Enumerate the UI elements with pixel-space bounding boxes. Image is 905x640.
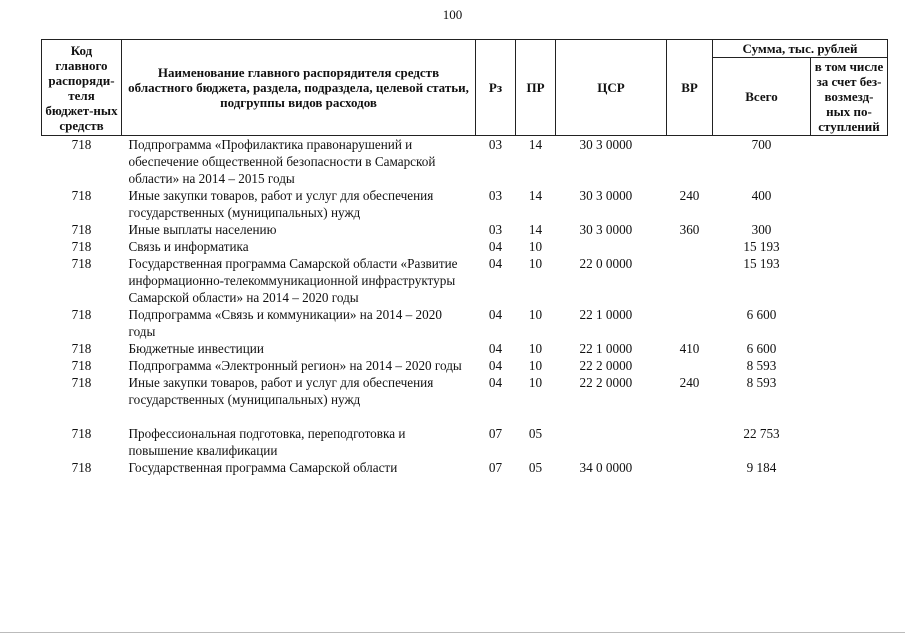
cell-vr: 410 <box>679 341 700 356</box>
cell-code: 718 <box>71 358 92 373</box>
header-code: Код главного распоряди-теля бюджет-ных средств <box>42 40 122 136</box>
cell-pr: 10 <box>528 256 543 271</box>
cell-rz: 04 <box>488 239 503 254</box>
table-row <box>42 221 888 238</box>
cell-code: 718 <box>71 341 92 356</box>
budget-table <box>41 39 888 476</box>
cell-code: 718 <box>71 460 92 475</box>
cell-csr: 34 0 0000 <box>579 460 633 475</box>
cell-vr: 240 <box>679 188 700 203</box>
table-row <box>42 255 888 306</box>
cell-name: Подпрограмма «Электронный регион» на 2014 – 2020 годы <box>128 358 462 373</box>
table-row <box>42 357 888 374</box>
cell-csr: 22 1 0000 <box>579 307 633 322</box>
header-incl: в том числе за счет без-возмезд-ных по-ступлений <box>811 58 888 136</box>
cell-incl <box>811 306 888 340</box>
cell-name: Государственная программа Самарской области «Развитие информационно-телекоммуникационной инфраструктуры Самарской области» на 2014 – 2020 годы <box>128 256 458 305</box>
cell-incl <box>811 340 888 357</box>
cell-code: 718 <box>71 222 92 237</box>
cell-total: 15 193 <box>743 239 780 254</box>
cell-code: 718 <box>71 239 92 254</box>
cell-name: Государственная программа Самарской области <box>128 460 398 475</box>
cell-vr <box>667 136 713 188</box>
cell-incl <box>811 187 888 221</box>
spacer-row <box>42 408 888 425</box>
cell-incl <box>811 238 888 255</box>
cell-csr <box>556 238 667 255</box>
table-row <box>42 425 888 459</box>
header-rz: Рз <box>476 40 516 136</box>
cell-vr <box>667 255 713 306</box>
cell-pr: 10 <box>528 375 543 390</box>
cell-name: Профессиональная подготовка, переподготовка и повышение квалификации <box>128 426 406 458</box>
cell-total: 700 <box>751 137 772 152</box>
cell-total: 400 <box>751 188 772 203</box>
page-number: 100 <box>442 7 463 22</box>
cell-rz: 04 <box>488 256 503 271</box>
cell-rz: 03 <box>488 137 503 152</box>
cell-rz: 04 <box>488 375 503 390</box>
cell-csr: 22 1 0000 <box>579 341 633 356</box>
cell-vr <box>667 459 713 476</box>
cell-csr: 30 3 0000 <box>579 222 633 237</box>
cell-name: Связь и информатика <box>128 239 249 254</box>
cell-name: Бюджетные инвестиции <box>128 341 264 356</box>
cell-pr: 10 <box>528 307 543 322</box>
cell-rz: 03 <box>488 222 503 237</box>
cell-incl <box>811 425 888 459</box>
cell-rz: 04 <box>488 341 503 356</box>
cell-pr: 14 <box>528 222 543 237</box>
cell-pr: 14 <box>528 188 543 203</box>
cell-total: 9 184 <box>746 460 777 475</box>
cell-name: Подпрограмма «Связь и коммуникации» на 2014 – 2020 годы <box>128 307 442 339</box>
cell-code: 718 <box>71 307 92 322</box>
cell-rz: 07 <box>488 426 503 441</box>
cell-pr: 10 <box>528 341 543 356</box>
table-row <box>42 340 888 357</box>
cell-vr <box>667 357 713 374</box>
header-name: Наименование главного распорядителя средств областного бюджета, раздела, подраздела, целевой статьи, подгруппы видов расходов <box>122 40 476 136</box>
table-row <box>42 238 888 255</box>
cell-vr <box>667 425 713 459</box>
cell-pr: 10 <box>528 358 543 373</box>
cell-total: 6 600 <box>746 341 777 356</box>
cell-csr: 22 0 0000 <box>579 256 633 271</box>
cell-csr: 30 3 0000 <box>579 188 633 203</box>
header-csr: ЦСР <box>556 40 667 136</box>
cell-code: 718 <box>71 426 92 441</box>
cell-total: 8 593 <box>746 375 777 390</box>
cell-total: 8 593 <box>746 358 777 373</box>
cell-code: 718 <box>71 188 92 203</box>
table-row <box>42 374 888 408</box>
cell-incl <box>811 136 888 188</box>
cell-rz: 03 <box>488 188 503 203</box>
cell-code: 718 <box>71 375 92 390</box>
cell-vr: 240 <box>679 375 700 390</box>
cell-pr: 14 <box>528 137 543 152</box>
cell-code: 718 <box>71 137 92 152</box>
page-bottom-edge <box>0 632 905 633</box>
cell-incl <box>811 357 888 374</box>
table-row <box>42 136 888 188</box>
cell-name: Иные выплаты населению <box>128 222 277 237</box>
cell-total: 15 193 <box>743 256 780 271</box>
header-vr: ВР <box>667 40 713 136</box>
header-pr: ПР <box>516 40 556 136</box>
cell-vr <box>667 306 713 340</box>
cell-name: Иные закупки товаров, работ и услуг для обеспечения государственных (муниципальных) нужд <box>128 375 434 407</box>
cell-incl <box>811 459 888 476</box>
cell-vr: 360 <box>679 222 700 237</box>
cell-csr: 22 2 0000 <box>579 375 633 390</box>
cell-incl <box>811 221 888 238</box>
cell-rz: 04 <box>488 358 503 373</box>
header-sum: Сумма, тыс. рублей <box>713 40 888 58</box>
cell-name: Подпрограмма «Профилактика правонарушений и обеспечение общественной безопасности в Самарской области» на 2014 – 2015 годы <box>128 137 436 186</box>
cell-total: 300 <box>751 222 772 237</box>
cell-incl <box>811 374 888 408</box>
cell-rz: 07 <box>488 460 503 475</box>
table-row <box>42 306 888 340</box>
cell-csr <box>556 425 667 459</box>
header-total: Всего <box>713 58 811 136</box>
cell-csr: 22 2 0000 <box>579 358 633 373</box>
table-row <box>42 459 888 476</box>
cell-code: 718 <box>71 256 92 271</box>
cell-vr <box>667 238 713 255</box>
cell-name: Иные закупки товаров, работ и услуг для обеспечения государственных (муниципальных) нужд <box>128 188 434 220</box>
spacer-cell <box>42 408 888 425</box>
cell-total: 22 753 <box>743 426 780 441</box>
cell-total: 6 600 <box>746 307 777 322</box>
cell-rz: 04 <box>488 307 503 322</box>
cell-pr: 05 <box>528 460 543 475</box>
table-row <box>42 187 888 221</box>
cell-incl <box>811 255 888 306</box>
cell-csr: 30 3 0000 <box>579 137 633 152</box>
cell-pr: 05 <box>528 426 543 441</box>
cell-pr: 10 <box>528 239 543 254</box>
